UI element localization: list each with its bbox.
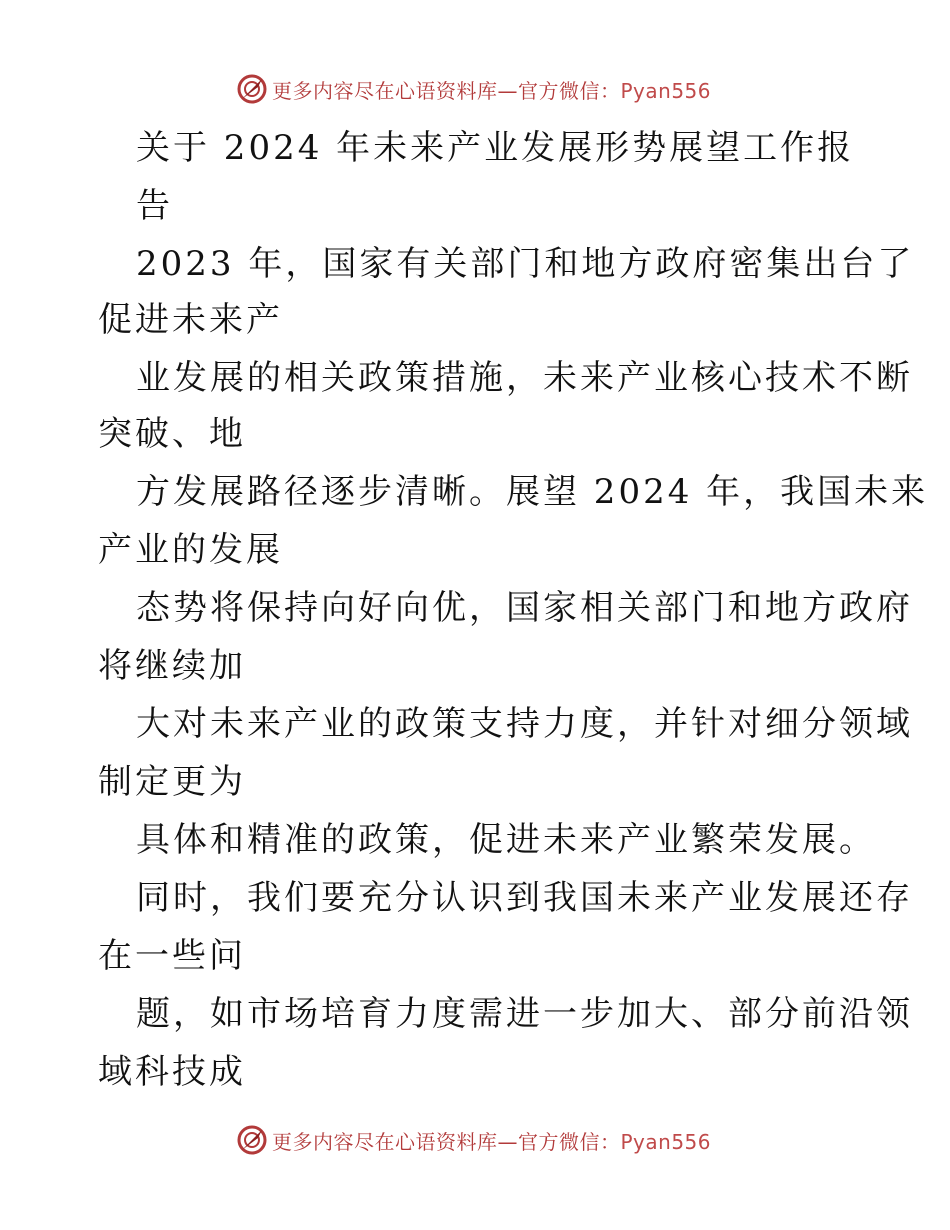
quill-logo-icon: [236, 73, 268, 105]
watermark-text: [272, 75, 711, 104]
watermark-handle: Pyan556: [620, 1129, 712, 1154]
text-line: 大对未来产业的政策支持力度，并针对细分领域: [136, 704, 913, 744]
quill-logo-icon: [236, 1124, 268, 1156]
watermark-label: 更多内容尽在心语资料库—官方微信：: [272, 78, 621, 103]
text-line: 促进未来产: [98, 300, 283, 340]
text-line: 同时，我们要充分认识到我国未来产业发展还存: [136, 878, 913, 918]
watermark-handle: Pyan556: [620, 78, 712, 103]
watermark-text: [272, 1126, 711, 1155]
text-line: 2023 年，国家有关部门和地方政府密集出台了: [136, 244, 915, 284]
text-line: 在一些问: [98, 936, 246, 976]
footer-watermark: [236, 1122, 756, 1158]
text-line: 业发展的相关政策措施，未来产业核心技术不断: [136, 358, 913, 398]
document-title-line-1: 关于 2024 年未来产业发展形势展望工作报: [136, 128, 855, 168]
text-line: 域科技成: [98, 1052, 246, 1092]
text-line: 将继续加: [98, 646, 246, 686]
text-line: 题，如市场培育力度需进一步加大、部分前沿领: [136, 994, 913, 1034]
text-line: 制定更为: [98, 762, 246, 802]
text-line: 态势将保持向好向优，国家相关部门和地方政府: [136, 588, 913, 628]
document-title-line-2: 告: [136, 186, 173, 226]
watermark-label: 更多内容尽在心语资料库—官方微信：: [272, 1129, 621, 1154]
text-line: 具体和精准的政策，促进未来产业繁荣发展。: [136, 820, 876, 860]
text-line: 产业的发展: [98, 530, 283, 570]
header-watermark: [236, 71, 756, 107]
text-line: 突破、地: [98, 414, 246, 454]
text-line: 方发展路径逐步清晰。展望 2024 年，我国未来: [136, 472, 929, 512]
